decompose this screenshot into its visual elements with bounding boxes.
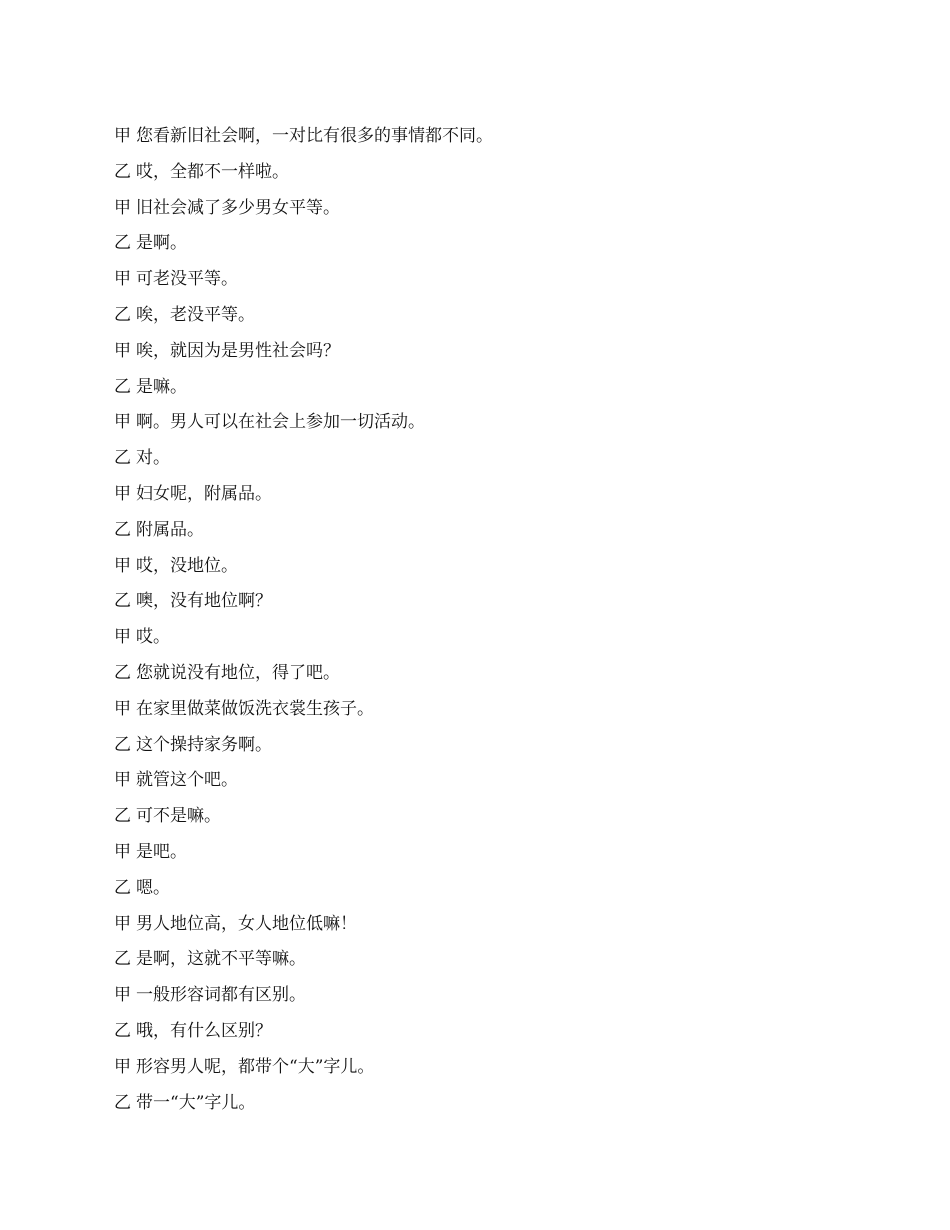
dialogue-line — [114, 267, 894, 303]
speaker-label: 乙 — [114, 519, 131, 540]
dialogue-line — [114, 983, 894, 1019]
dialogue-line — [114, 876, 894, 912]
dialogue-line — [114, 912, 894, 948]
dialogue-line — [114, 661, 894, 697]
dialogue-text: 旧社会减了多少男女平等。 — [136, 197, 340, 218]
speaker-label: 甲 — [114, 698, 131, 719]
dialogue-line — [114, 697, 894, 733]
speaker-label: 甲 — [114, 555, 131, 576]
speaker-label: 乙 — [114, 591, 131, 612]
dialogue-text: 您看新旧社会啊，一对比有很多的事情都不同。 — [136, 126, 493, 146]
dialogue-text: 男人地位高，女人地位低嘛！ — [136, 913, 357, 934]
dialogue-line — [114, 840, 894, 876]
speaker-label: 乙 — [114, 806, 131, 827]
dialogue-line — [114, 625, 894, 661]
dialogue-text: 一般形容词都有区别。 — [136, 985, 306, 1006]
dialogue-line — [114, 339, 894, 375]
dialogue-line — [114, 410, 894, 446]
dialogue-line — [114, 554, 894, 590]
dialogue-line — [114, 733, 894, 769]
speaker-label: 乙 — [114, 161, 131, 182]
speaker-label: 乙 — [114, 233, 131, 254]
dialogue-text: 嗯。 — [136, 877, 170, 898]
dialogue-text: 是啊，这就不平等嘛。 — [136, 949, 306, 970]
dialogue-line — [114, 375, 894, 411]
dialogue-text: 对。 — [136, 448, 170, 469]
speaker-label: 甲 — [114, 627, 131, 648]
dialogue-text: 哎，全都不一样啦。 — [136, 161, 289, 182]
dialogue-text: 啊。男人可以在社会上参加一切活动。 — [136, 412, 425, 433]
dialogue-line — [114, 947, 894, 983]
dialogue-line — [114, 768, 894, 804]
dialogue-line — [114, 1019, 894, 1055]
dialogue-text: 妇女呢，附属品。 — [136, 483, 272, 504]
dialogue-text: 可老没平等。 — [136, 269, 238, 290]
dialogue-line — [114, 589, 894, 625]
dialogue-text: 是嘛。 — [136, 376, 187, 397]
dialogue-line — [114, 482, 894, 518]
speaker-label: 乙 — [114, 662, 131, 683]
dialogue-text: 可不是嘛。 — [136, 806, 221, 827]
speaker-label: 甲 — [114, 483, 131, 504]
dialogue-text: 是吧。 — [136, 841, 187, 862]
speaker-label: 乙 — [114, 1020, 131, 1041]
dialogue-text: 这个操持家务啊。 — [136, 734, 272, 755]
speaker-label: 乙 — [114, 376, 131, 397]
dialogue-text: 唉，老没平等。 — [136, 304, 255, 325]
dialogue-line — [114, 518, 894, 554]
speaker-label: 乙 — [114, 734, 131, 755]
dialogue-line — [114, 303, 894, 339]
speaker-label: 甲 — [114, 197, 131, 218]
dialogue-line — [114, 1091, 894, 1127]
speaker-label: 甲 — [114, 1056, 131, 1077]
dialogue-text: 您就说没有地位，得了吧。 — [136, 662, 340, 683]
speaker-label: 甲 — [114, 412, 131, 433]
speaker-label: 甲 — [114, 841, 131, 862]
speaker-label: 乙 — [114, 304, 131, 325]
dialogue-line — [114, 196, 894, 232]
dialogue-text: 唉，就因为是男性社会吗？ — [136, 340, 340, 361]
speaker-label: 乙 — [114, 949, 131, 970]
dialogue-line — [114, 231, 894, 267]
speaker-label: 乙 — [114, 877, 131, 898]
speaker-label: 甲 — [114, 985, 131, 1006]
dialogue-text: 在家里做菜做饭洗衣裳生孩子。 — [136, 698, 374, 719]
speaker-label: 乙 — [114, 448, 131, 469]
dialogue-text: 噢，没有地位啊？ — [136, 591, 272, 612]
speaker-label: 甲 — [114, 269, 131, 290]
dialogue-list — [114, 124, 894, 1126]
speaker-label: 乙 — [114, 1092, 131, 1113]
dialogue-text: 附属品。 — [136, 519, 204, 540]
dialogue-line — [114, 124, 894, 160]
dialogue-text: 形容男人呢，都带个“大”字儿。 — [136, 1056, 375, 1077]
dialogue-line — [114, 804, 894, 840]
dialogue-line — [114, 446, 894, 482]
speaker-label: 甲 — [114, 126, 131, 146]
dialogue-text: 哦，有什么区别？ — [136, 1020, 272, 1041]
dialogue-text: 哎，没地位。 — [136, 555, 238, 576]
speaker-label: 甲 — [114, 913, 131, 934]
dialogue-text: 就管这个吧。 — [136, 770, 238, 791]
dialogue-line — [114, 1055, 894, 1091]
dialogue-text: 哎。 — [136, 627, 170, 648]
dialogue-text: 是啊。 — [136, 233, 187, 254]
speaker-label: 甲 — [114, 340, 131, 361]
speaker-label: 甲 — [114, 770, 131, 791]
dialogue-text: 带一“大”字儿。 — [136, 1092, 256, 1113]
dialogue-line — [114, 160, 894, 196]
